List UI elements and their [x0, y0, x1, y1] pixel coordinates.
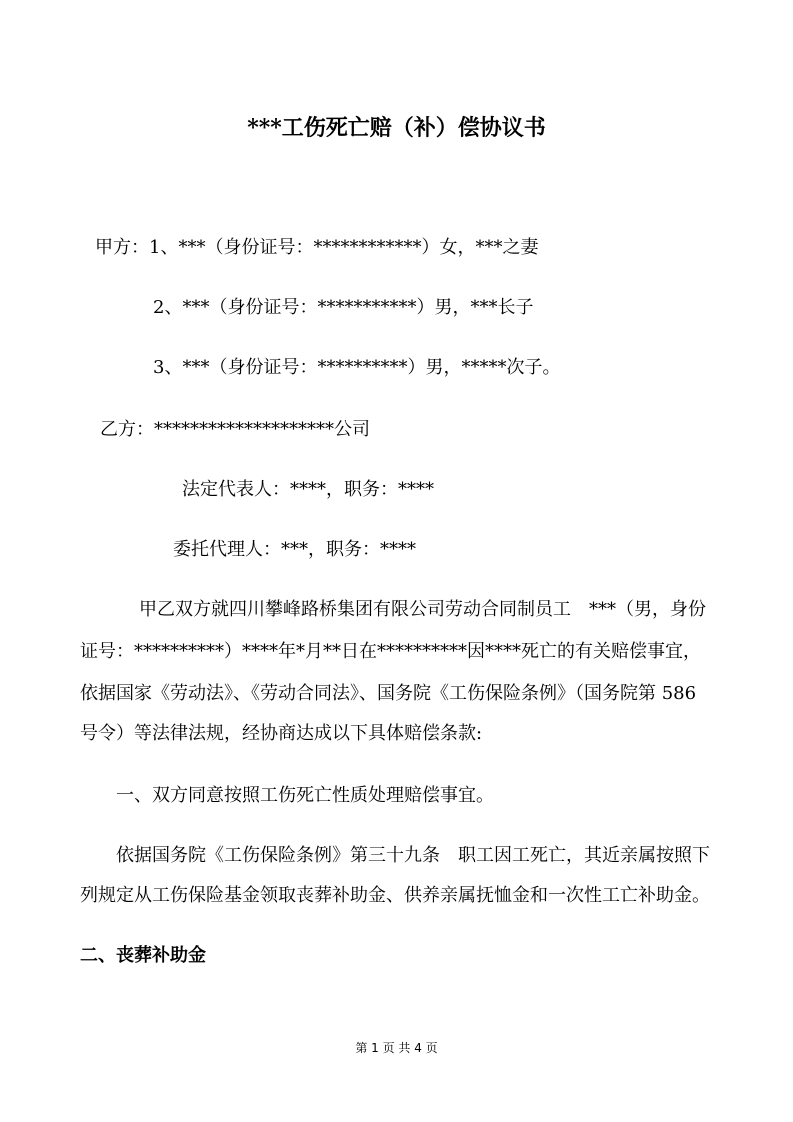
intro-paragraph-line-3: 依据国家《劳动法》、《劳动合同法》、国务院《工伤保险条例》（国务院第 586 [80, 683, 697, 704]
intro-paragraph-line-2: 证号：**********）****年*月**日在**********因****死亡的有关赔偿事宜， [80, 641, 701, 662]
party-b-line: 乙方：********************公司 [100, 419, 370, 440]
party-a-line-3: 3、***（身份证号：**********）男，*****次子。 [153, 357, 561, 378]
party-a-line-2: 2、***（身份证号：***********）男，***长子 [153, 297, 534, 318]
legal-representative-line: 法定代表人：****，职务：**** [182, 479, 434, 500]
intro-paragraph-line-1: 甲乙双方就四川攀峰路桥集团有限公司劳动合同制员工 ***（男，身份 [139, 599, 706, 620]
document-title: ***工伤死亡赔（补）偿协议书 [247, 115, 546, 141]
section-1-heading: 一、双方同意按照工伤死亡性质处理赔偿事宜。 [116, 785, 494, 806]
intro-paragraph-line-4: 号令）等法律法规，经协商达成以下具体赔偿条款: [80, 723, 483, 744]
page-footer: 第 1 页 共 4 页 [355, 1041, 438, 1055]
section-1-paragraph-line-2: 列规定从工伤保险基金领取丧葬补助金、供养亲属抚恤金和一次性工亡补助金。 [80, 885, 710, 906]
section-1-paragraph-line-1: 依据国务院《工伤保险条例》第三十九条 职工因工死亡，其近亲属按照下 [116, 845, 710, 866]
party-a-line-1: 甲方：1、***（身份证号：************）女，***之妻 [95, 237, 539, 258]
authorized-agent-line: 委托代理人：***，职务：**** [173, 539, 416, 560]
section-2-heading: 二、丧葬补助金 [80, 945, 206, 966]
